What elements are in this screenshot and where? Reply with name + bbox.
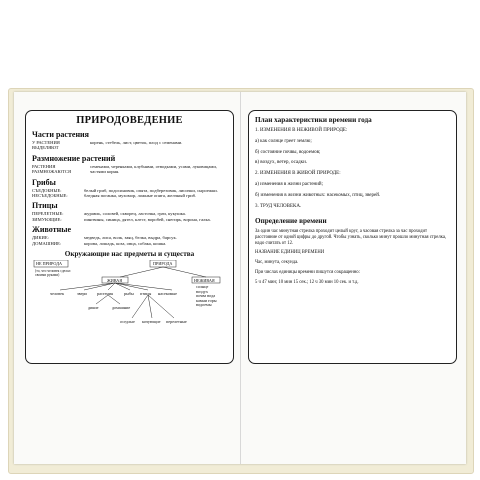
tree-child-beasts: звери <box>77 291 87 297</box>
row-value: белый гриб, подосиновик, опята, подберезовик, лисички, сыроежки. <box>84 187 218 193</box>
row-plant-parts <box>32 140 227 151</box>
row-key: РАСТЕНИЯ РАЗМНОЖАЮТСЯ <box>32 163 72 175</box>
spread-fold <box>240 92 241 464</box>
tree-node-not-nature: НЕ ПРИРОДА <box>36 261 63 267</box>
row-value: бледная поганка, мухомор, ложные опята, желчный гриб. <box>84 193 197 199</box>
section-birds: Птицы <box>32 201 58 211</box>
row-wintering <box>32 217 227 222</box>
units-heading: НАЗВАНИЕ ЕДИНИЦ ВРЕМЕНИ <box>255 250 325 256</box>
tree-plants-domestic: домашние <box>112 305 131 311</box>
row-inedible <box>32 193 227 198</box>
right-card-title: План характеристики времени года <box>255 116 372 124</box>
row-key: ДИКИЕ: <box>32 235 49 241</box>
tree-node-nature: ПРИРОДА <box>153 261 173 267</box>
tree-birds-migratory: перелетные <box>166 319 187 325</box>
plan-item: 3. ТРУД ЧЕЛОВЕКА. <box>255 203 302 209</box>
time-paragraph: За один час минутная стрелка проходит целый круг, а часовая стрелка за час проходит расстояние от одной цифры до другой. Чтобы узнать, сколько минут прошло минутная стрелка, надо считать от 12. <box>255 229 447 246</box>
section-mushrooms: Грибы <box>32 177 56 187</box>
row-key: НЕСЪЕДОБНЫЕ: <box>32 193 68 199</box>
plan-item: б) изменения в жизни животных: насекомых, птиц, зверей. <box>255 192 381 198</box>
section-plant-parts: Части растения <box>32 130 89 139</box>
row-key: ПЕРЕЛЕТНЫЕ: <box>32 211 64 217</box>
row-key: ДОМАШНИЕ: <box>32 240 62 246</box>
plan-item: а) изменения в жизни растений; <box>255 181 323 187</box>
abbr-example: 5 ч 47 мин; 10 мин 15 сек.; 12 ч 30 мин 10 сек. и т.д. <box>255 279 359 285</box>
abbr-paragraph: При числах единицы времени пишутся сокращенно: <box>255 269 360 275</box>
row-key: ЗИМУЮЩИЕ: <box>32 216 62 222</box>
units-text: Час, минута, секунда. <box>255 260 299 266</box>
tree-subtitle: Окружающие нас предметы и существа <box>64 250 195 259</box>
section-animals: Животные <box>32 225 72 235</box>
row-value: журавль, соловей, скворец, ласточка, грач, кукушка. <box>84 211 186 217</box>
plan-item: а) как солнце греет землю; <box>255 138 312 144</box>
time-section-heading: Определение времени <box>255 217 327 226</box>
tree-birds-sedentary: оседлые <box>120 319 135 325</box>
tree-child-insects: насекомые <box>158 291 178 297</box>
tree-child-fish: рыбы <box>124 291 134 297</box>
tree-node-living: ЖИВАЯ <box>107 278 123 284</box>
row-reproduction <box>32 164 227 175</box>
row-key: У РАСТЕНИЯ ВЫДЕЛЯЮТ <box>32 140 60 151</box>
tree-node-nonliving: НЕЖИВАЯ <box>194 278 215 284</box>
tree-plants-wild: дикие <box>88 305 99 311</box>
row-key: СЪЕДОБНЫЕ: <box>32 187 62 193</box>
plan-item: 2. ИЗМЕНЕНИЯ В ЖИВОЙ ПРИРОДЕ: <box>255 171 341 177</box>
row-value: семенами, черенками, клубнями, отводками, усами, луковицами, частями корня. <box>90 163 217 175</box>
row-value: корова, лошадь, коза, овца, собака, кошка. <box>84 240 167 246</box>
row-domestic <box>32 241 227 246</box>
left-card-nature-study <box>25 110 234 364</box>
tree-not-nature-note: (то, что человек сделал своими руками) <box>35 269 71 278</box>
tree-child-birds: птицы <box>140 291 152 297</box>
tree-child-human: человек <box>50 291 64 297</box>
plan-item: в) воздух, ветер, осадки. <box>255 160 308 166</box>
tree-nonliving-items: солнце воздух почва вода камни горы водоемы <box>196 284 217 308</box>
row-value: пингвины, синица, дятел, клест, воробей, снегирь, ворона, галка. <box>84 216 211 222</box>
tree-birds-nomadic: кочующие <box>142 319 161 325</box>
row-value: корень, стебель, лист, цветок, плод с семенами. <box>90 140 183 145</box>
row-value: медведь, лиса, волк, заяц, белка, выдра, барсук. <box>84 235 177 241</box>
plan-item: 1. ИЗМЕНЕНИЯ В НЕЖИВОЙ ПРИРОДЕ: <box>255 128 348 133</box>
plan-item: б) состояние почвы, водоемов; <box>255 149 321 155</box>
right-card-seasons-time <box>248 110 457 364</box>
left-card-title: ПРИРОДОВЕДЕНИЕ <box>76 115 183 126</box>
nature-tree-diagram <box>32 260 227 330</box>
tree-child-plants: растения <box>97 291 113 297</box>
section-reproduction: Размножение растений <box>32 153 116 163</box>
